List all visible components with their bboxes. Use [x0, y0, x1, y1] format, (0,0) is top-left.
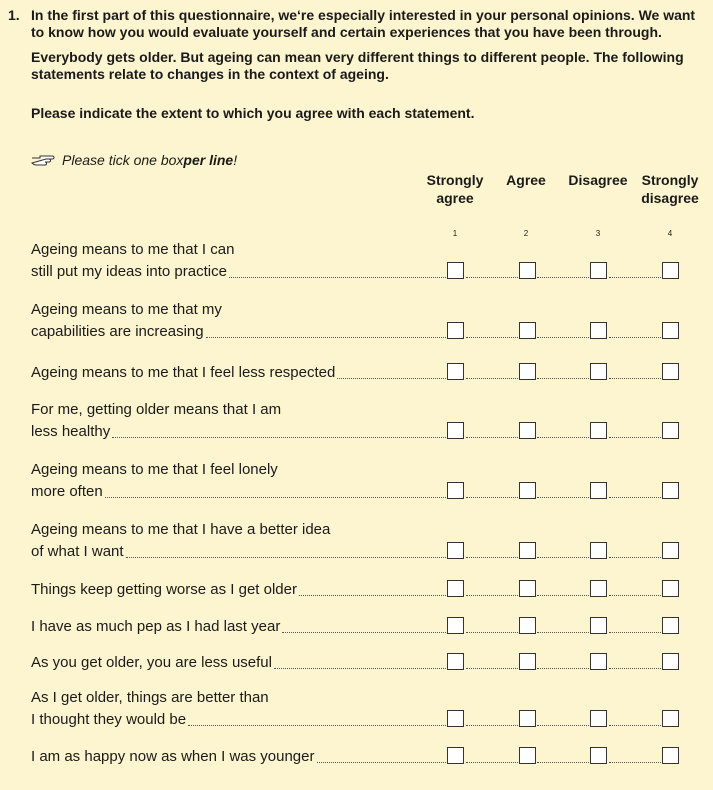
answer-checkbox-1[interactable] [447, 363, 464, 380]
intro-paragraph-1: In the first part of this questionnaire, we‘re especially interested in your personal opinions. We want to know how you would evaluate yourself and certain experiences that you have been through. [31, 7, 696, 40]
statement-text-line2 [31, 321, 441, 343]
dotted-leader [188, 724, 440, 726]
answer-checkbox-4[interactable] [662, 262, 679, 279]
answer-cell [537, 652, 607, 674]
dotted-leader [282, 631, 440, 633]
answer-checkbox-1[interactable] [447, 482, 464, 499]
answer-checkbox-2[interactable] [519, 580, 536, 597]
statement-text-line2 [31, 421, 441, 443]
statement-text: I have as much pep as I had last year [31, 618, 281, 635]
answer-checkbox-2[interactable] [519, 542, 536, 559]
dotted-leader [112, 436, 440, 438]
answer-checkbox-2[interactable] [519, 322, 536, 339]
statement-text-line2 [31, 579, 441, 601]
column-header-3 [561, 171, 635, 189]
statement-text-line1: Ageing means to me that I have a better idea [31, 521, 331, 538]
answer-cell [466, 541, 536, 563]
answer-cell [609, 616, 679, 638]
dotted-leader [206, 336, 440, 338]
answer-checkbox-3[interactable] [590, 262, 607, 279]
answer-checkbox-3[interactable] [590, 422, 607, 439]
answer-cell [537, 709, 607, 731]
statement-text: capabilities are increasing [31, 323, 204, 340]
statement-text: I am as happy now as when I was younger [31, 748, 315, 765]
column-header-line2: disagree [641, 190, 699, 206]
answer-checkbox-4[interactable] [662, 747, 679, 764]
answer-cell [441, 746, 464, 768]
column-header-line1: Strongly [426, 172, 484, 188]
answer-cell [609, 709, 679, 731]
answer-cell [609, 261, 679, 283]
answer-cell [537, 541, 607, 563]
answer-checkbox-2[interactable] [519, 262, 536, 279]
answer-cell [609, 746, 679, 768]
answer-cell [466, 481, 536, 503]
answer-checkbox-1[interactable] [447, 422, 464, 439]
column-header-2 [496, 171, 556, 189]
instruction-emphasis: per line [183, 152, 234, 168]
statement-row [31, 239, 441, 283]
statement-text: still put my ideas into practice [31, 263, 227, 280]
statement-row [31, 579, 441, 601]
answer-checkbox-3[interactable] [590, 322, 607, 339]
answer-checkbox-3[interactable] [590, 580, 607, 597]
answer-checkbox-1[interactable] [447, 542, 464, 559]
statement-text-line2 [31, 616, 441, 638]
answer-checkbox-1[interactable] [447, 322, 464, 339]
answer-cell [466, 579, 536, 601]
answer-cell [537, 261, 607, 283]
answer-checkbox-2[interactable] [519, 363, 536, 380]
statement-text: Ageing means to me that I feel less respected [31, 364, 336, 381]
intro-paragraph-2: Everybody gets older. But ageing can mean very different things to different people. The following statements relate to changes in the context of ageing. [31, 49, 684, 82]
column-header-line1: Strongly [641, 172, 699, 188]
answer-cell [537, 421, 607, 443]
answer-cell [537, 321, 607, 343]
column-header-4 [635, 171, 705, 207]
answer-checkbox-2[interactable] [519, 422, 536, 439]
statement-text-line1: For me, getting older means that I am [31, 401, 282, 418]
answer-cell [466, 321, 536, 343]
answer-cell [441, 481, 464, 503]
answer-cell [466, 746, 536, 768]
answer-checkbox-2[interactable] [519, 653, 536, 670]
statement-row [31, 652, 441, 674]
statement-row [31, 519, 441, 563]
answer-checkbox-4[interactable] [662, 482, 679, 499]
answer-checkbox-2[interactable] [519, 747, 536, 764]
answer-checkbox-4[interactable] [662, 542, 679, 559]
statement-text-line1: Ageing means to me that my [31, 301, 222, 318]
statement-text: I thought they would be [31, 711, 187, 728]
instruction-suffix: ! [233, 152, 238, 168]
answer-cell [466, 616, 536, 638]
dotted-leader [299, 594, 440, 596]
answer-cell [441, 261, 464, 283]
statement-text: of what I want [31, 543, 124, 560]
statement-row [31, 746, 441, 768]
answer-checkbox-2[interactable] [519, 617, 536, 634]
answer-cell [466, 421, 536, 443]
question-prompt: Please indicate the extent to which you agree with each statement. [31, 105, 475, 121]
answer-cell [609, 541, 679, 563]
answer-cell [466, 261, 536, 283]
answer-checkbox-1[interactable] [447, 580, 464, 597]
statement-text-line1: Ageing means to me that I feel lonely [31, 461, 278, 478]
answer-cell [441, 362, 464, 384]
dotted-leader [337, 377, 440, 379]
answer-checkbox-4[interactable] [662, 422, 679, 439]
column-header-1 [420, 171, 490, 207]
statement-text: more often [31, 483, 103, 500]
statement-text-line1: As I get older, things are better than [31, 689, 269, 706]
answer-cell [441, 579, 464, 601]
answer-checkbox-3[interactable] [590, 482, 607, 499]
statement-row [31, 687, 441, 731]
answer-cell [441, 616, 464, 638]
answer-checkbox-4[interactable] [662, 580, 679, 597]
statement-text-line2 [31, 261, 441, 283]
statement-text-line1: Ageing means to me that I can [31, 241, 235, 258]
statement-row [31, 362, 441, 384]
statement-text-line2 [31, 481, 441, 503]
statement-text: Things keep getting worse as I get older [31, 581, 297, 598]
answer-cell [441, 709, 464, 731]
answer-checkbox-1[interactable] [447, 653, 464, 670]
answer-cell [466, 652, 536, 674]
statement-text-line2 [31, 652, 441, 674]
answer-cell [466, 709, 536, 731]
statement-row [31, 616, 441, 638]
answer-checkbox-4[interactable] [662, 653, 679, 670]
answer-checkbox-2[interactable] [519, 482, 536, 499]
column-code-3: 3 [595, 229, 601, 238]
answer-checkbox-1[interactable] [447, 710, 464, 727]
statement-text: less healthy [31, 423, 111, 440]
instruction-text: Please tick one box [62, 152, 184, 168]
statement-text: As you get older, you are less useful [31, 654, 272, 671]
answer-cell [466, 362, 536, 384]
answer-cell [441, 421, 464, 443]
answer-checkbox-1[interactable] [447, 262, 464, 279]
answer-checkbox-1[interactable] [447, 617, 464, 634]
answer-checkbox-4[interactable] [662, 322, 679, 339]
answer-cell [609, 321, 679, 343]
answer-checkbox-3[interactable] [590, 710, 607, 727]
answer-checkbox-1[interactable] [447, 747, 464, 764]
answer-cell [609, 652, 679, 674]
answer-cell [537, 362, 607, 384]
statement-text-line2 [31, 746, 441, 768]
dotted-leader [126, 556, 440, 558]
statement-row [31, 459, 441, 503]
answer-cell [609, 362, 679, 384]
answer-checkbox-3[interactable] [590, 542, 607, 559]
column-header-line2: agree [436, 190, 474, 206]
pointing-hand-icon [31, 153, 55, 167]
column-header-line1: Agree [506, 172, 546, 188]
column-code-4: 4 [667, 229, 673, 238]
answer-checkbox-4[interactable] [662, 617, 679, 634]
answer-checkbox-4[interactable] [662, 363, 679, 380]
answer-checkbox-3[interactable] [590, 653, 607, 670]
dotted-leader [274, 667, 440, 669]
statement-text-line2 [31, 541, 441, 563]
answer-checkbox-3[interactable] [590, 617, 607, 634]
answer-checkbox-2[interactable] [519, 710, 536, 727]
answer-cell [537, 616, 607, 638]
answer-cell [609, 421, 679, 443]
statement-row [31, 399, 441, 443]
answer-checkbox-4[interactable] [662, 710, 679, 727]
answer-cell [537, 579, 607, 601]
dotted-leader [229, 276, 440, 278]
answer-cell [441, 321, 464, 343]
answer-cell [609, 579, 679, 601]
answer-cell [441, 541, 464, 563]
answer-cell [537, 481, 607, 503]
dotted-leader [105, 496, 440, 498]
tick-instruction [31, 152, 237, 168]
answer-checkbox-3[interactable] [590, 747, 607, 764]
statement-text-line2 [31, 709, 441, 731]
dotted-leader [317, 761, 441, 763]
question-intro [31, 7, 706, 122]
answer-checkbox-3[interactable] [590, 363, 607, 380]
statement-text-line2 [31, 362, 441, 384]
column-code-2: 2 [523, 229, 529, 238]
statement-row [31, 299, 441, 343]
answer-cell [441, 652, 464, 674]
column-header-line1: Disagree [568, 172, 628, 188]
answer-cell [609, 481, 679, 503]
question-number: 1. [8, 7, 20, 23]
column-code-1: 1 [452, 229, 458, 238]
answer-cell [537, 746, 607, 768]
